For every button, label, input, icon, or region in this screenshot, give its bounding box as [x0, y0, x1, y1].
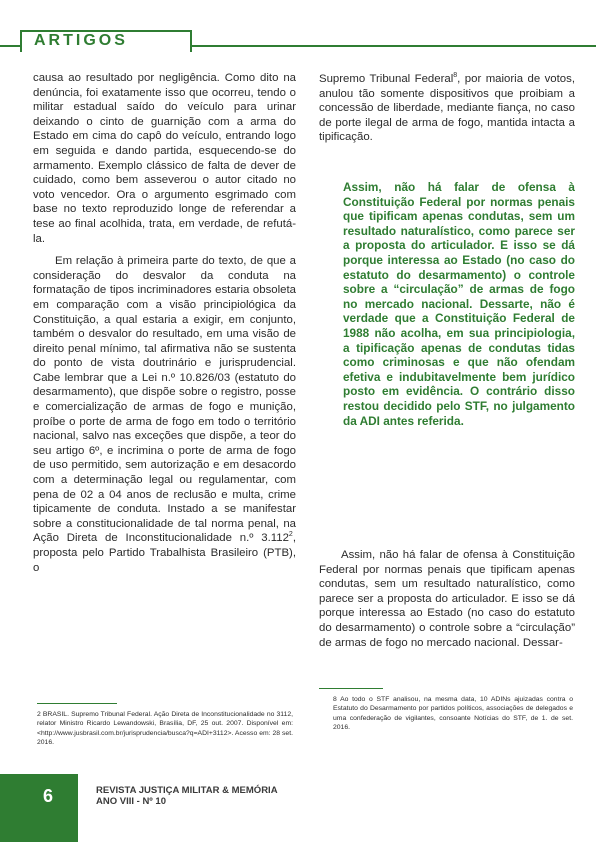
footer-bar [0, 774, 78, 842]
footnote-8: 8 Ao todo o STF analisou, na mesma data, 10 ADINs ajuizadas contra o Estatuto do Desarmamento por partidos políticos, associações de delegados e uma confederação de vigilantes, consoante Notícias do STF, de 1. de set. 2016. [333, 696, 573, 732]
right-paragraph-2: Assim, não há falar de ofensa à Constituição Federal por normas penais que tipificam apenas condutas, sem um resultado naturalístico, como parece ser a proposta do articulador. E isso se dá porque interessa ao Estado (no caso do estatuto do desarmamento) o controle sobre a “circulação” de armas de fogo no mercado nacional. Dessar- [319, 549, 575, 649]
left-paragraph-1: causa ao resultado por negligência. Como dito na denúncia, foi exatamente isso que ocorreu, tendo o militar estadual saído do veículo para urinar deixando o cinto de guarnição com a arma do Estado em cima do capô do veículo, entrando logo em seguida e dando partida, esquecendo-se do armamento. Exemplo clássico de falta de dever de cuidado, como bem asseverou o autor citado no voto vencedor. Ora o argumento esgrimado com base no texto reproduzido longe de referendar a tese ao final acolhida, trata, em verdade, de refutá-la. [33, 72, 296, 245]
left-paragraph-2: Em relação à primeira parte do texto, de que a consideração do desvalor da conduta na formatação de tipos incriminadores estaria obsoleta em comparação com a visão principiológica da Constituição, a qual estaria a exigir, em conjunto, também o desvalor do resultado, em uma visão de direito penal mínimo, tal afirmativa não se sustenta do ponto de vista doutrinário e jurisprudencial. Cabe lembrar que a Lei n.º 10.826/03 (estatuto do desarmamento), que dispõe sobre o registro, posse e comercialização de armas de fogo e munição, proíbe o porte de arma de fogo em todo o território nacional, salvo nas exceções que dispõe, a teor do seu artigo 6º, e incrimina o porte de arma de fogo de uso permitido, sem autorização e em desacordo com a determinação legal ou regulamentar, com pena de 02 a 04 anos de reclusão e multa, crime tipicamente de conduta. Instado a se manifestar sobre a constitucionalidade de tal norma penal, na Ação Direta de Inconstitucionalidade n.º 3.112$^2$, proposta pelo Partido Trabalhista Brasileiro (PTB), o [33, 255, 296, 574]
footnote-ref-2[interactable]: 2 [288, 531, 293, 539]
issue-number: ANO VIII - Nº 10 [96, 796, 166, 807]
section-title: ARTIGOS [34, 32, 128, 49]
right-paragraph-1: Supremo Tribunal Federal$^8$, por maioria de votos, anulou tão somente dispositivos que proibiam a concessão de liberdade, mediante fiança, no caso de porte ilegal de arma de fogo, mantida intacta a tipificação. [319, 72, 575, 144]
page-number: 6 [43, 786, 54, 806]
magazine-title [96, 785, 278, 807]
magazine-name: REVISTA JUSTIÇA MILITAR & MEMÓRIA [96, 785, 278, 796]
right-column-bottom [319, 548, 575, 650]
left-column [33, 71, 296, 575]
footnote-divider-left [37, 703, 117, 704]
pull-quote: Assim, não há falar de ofensa à Constituição Federal por normas penais que tipificam apenas condutas, sem um resultado naturalístico, como parece ser a proposta do articulador. E isso se dá porque interessa ao Estado (no caso do estatuto do desarmamento) o controle sobre a “circulação” de armas de fogo no mercado nacional. Dessarte, não é verdade que a Constituição Federal de 1988 não acolha, em sua principiologia, a tipificação apenas de condutas tidas como criminosas e que não ofendam efetiva e indubitavelmente bem jurídico posto em evidência. O contrário disso restou decidido pelo STF, no julgamento da ADI antes referida. [343, 180, 575, 428]
right-column-top [319, 72, 575, 145]
footnote-divider-right [319, 688, 383, 689]
footnote-ref-8[interactable]: 8 [453, 72, 458, 80]
footnote-2: 2 BRASIL. Supremo Tribunal Federal. Ação Direta de Inconstitucionalidade no 3112, relator Ministro Ricardo Lewandowski, Brasília, DF, 25 out. 2007. Disponível em: <http://www.jusbrasil.com.br/jurisprudencia/busca?q=ADI+3112>. Acesso em: 28 set. 2016. [37, 711, 293, 747]
